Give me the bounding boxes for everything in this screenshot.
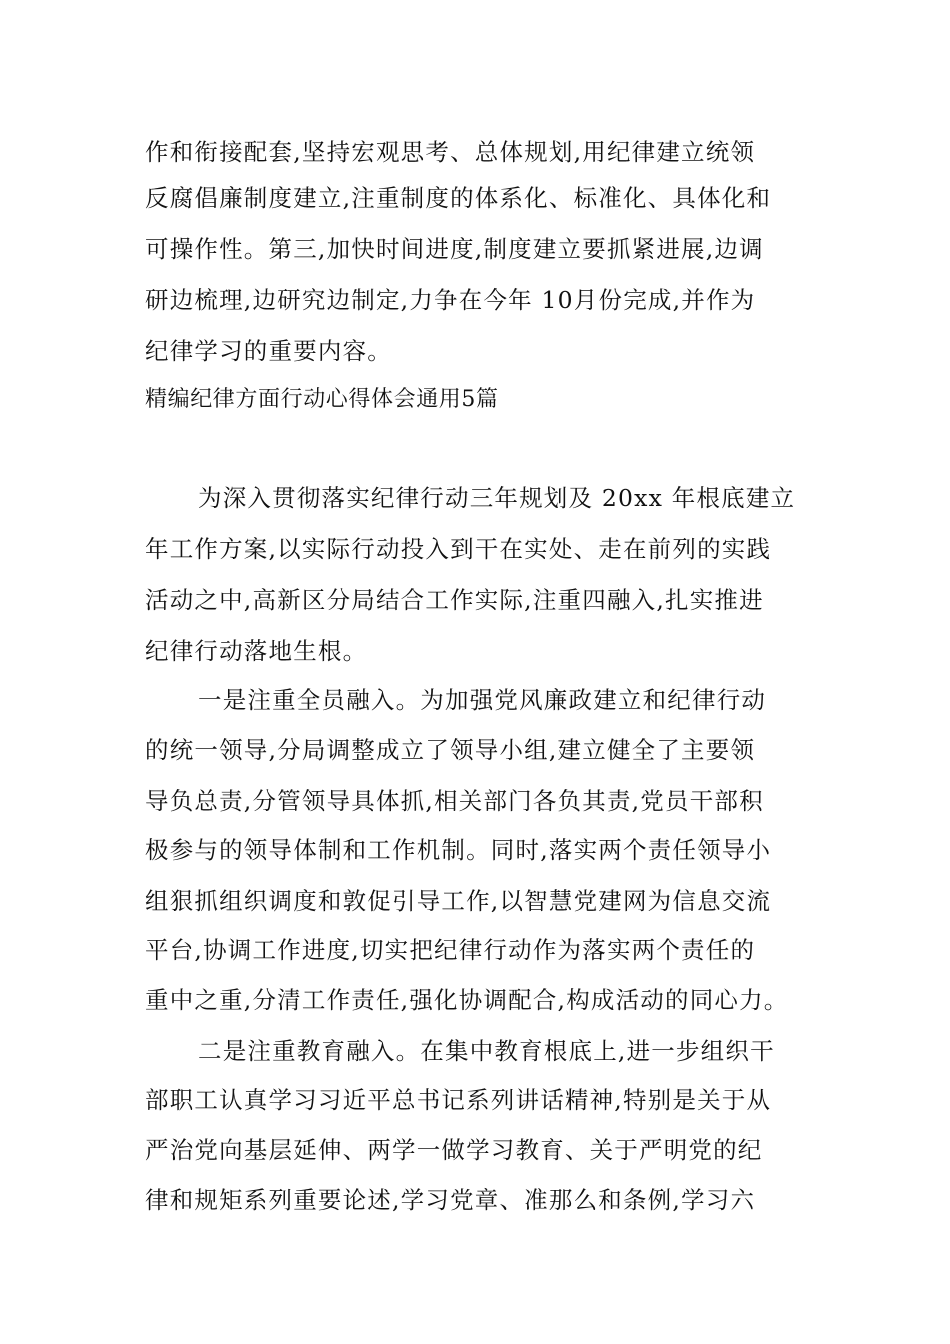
text-line: 组狠抓组织调度和敦促引导工作,以智慧党建网为信息交流 (145, 887, 772, 915)
text-line: 严治党向基层延伸、两学一做学习教育、关于严明党的纪 (145, 1136, 763, 1164)
text-line: 极参与的领导体制和工作机制。同时,落实两个责任领导小 (145, 836, 772, 864)
text-line: 二是注重教育融入。在集中教育根底上,进一步组织干 (198, 1037, 775, 1065)
document-title: 精编纪律方面行动心得体会通用5篇 (145, 387, 499, 412)
text-line: 为深入贯彻落实纪律行动三年规划及 20xx 年根底建立 (198, 484, 796, 512)
text-line: 律和规矩系列重要论述,学习党章、准那么和条例,学习六 (145, 1186, 756, 1214)
text-line: 部职工认真学习习近平总书记系列讲话精神,特别是关于从 (145, 1086, 772, 1114)
text-line: 导负总责,分管领导具体抓,相关部门各负其责,党员干部积 (145, 787, 764, 815)
text-line: 作和衔接配套,坚持宏观思考、总体规划,用纪律建立统领 (145, 138, 756, 166)
text-line: 的统一领导,分局调整成立了领导小组,建立健全了主要领 (145, 736, 756, 764)
text-line: 纪律学习的重要内容。 (145, 337, 392, 365)
text-line: 年工作方案,以实际行动投入到干在实处、走在前列的实践 (145, 535, 772, 563)
text-line: 研边梳理,边研究边制定,力争在今年 10月份完成,并作为 (145, 286, 756, 314)
text-line: 可操作性。第三,加快时间进度,制度建立要抓紧进展,边调 (145, 235, 764, 263)
text-line: 重中之重,分清工作责任,强化协调配合,构成活动的同心力。 (145, 986, 789, 1014)
text-line: 一是注重全员融入。为加强党风廉政建立和纪律行动 (198, 686, 767, 714)
text-line: 平台,协调工作进度,切实把纪律行动作为落实两个责任的 (145, 936, 756, 964)
text-line: 纪律行动落地生根。 (145, 637, 368, 665)
text-line: 活动之中,高新区分局结合工作实际,注重四融入,扎实推进 (145, 586, 764, 614)
text-line: 反腐倡廉制度建立,注重制度的体系化、标准化、具体化和 (145, 184, 772, 212)
